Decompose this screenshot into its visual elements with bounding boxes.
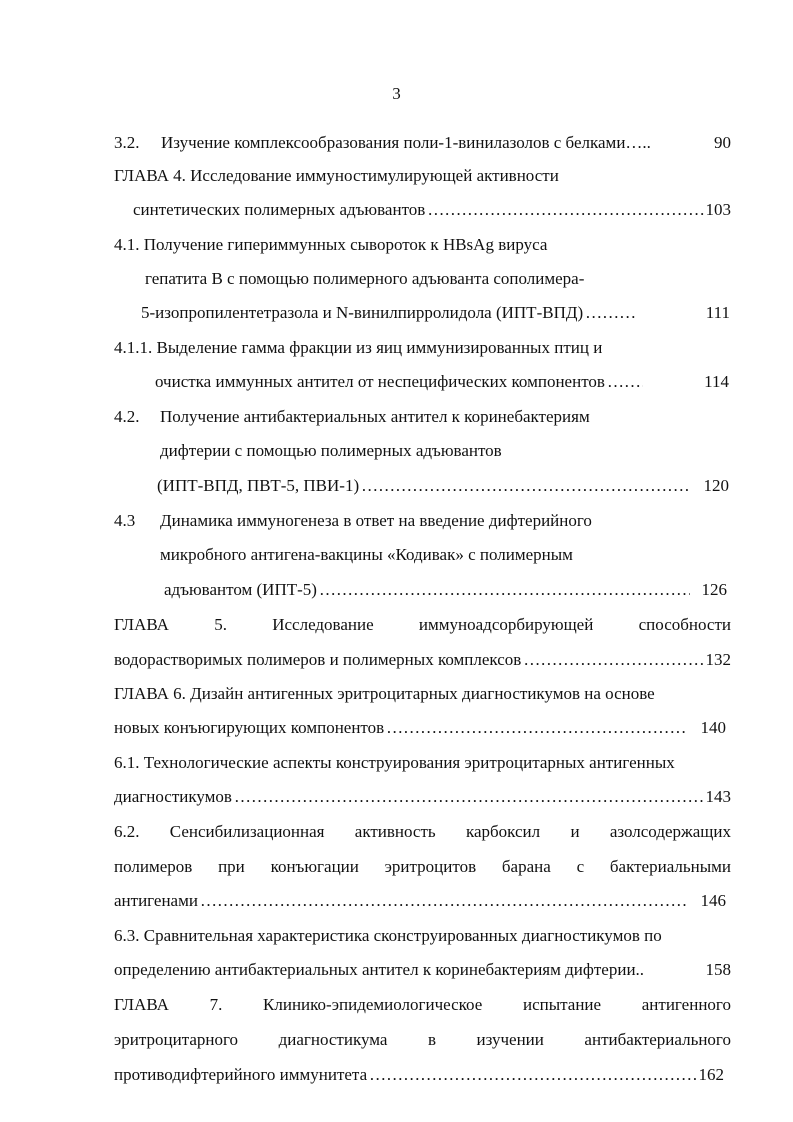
- word: азолсодержащих: [609, 822, 731, 841]
- word: Клинико-эпидемиологическое: [263, 995, 483, 1014]
- word: 7.: [209, 995, 223, 1014]
- word: активность: [354, 822, 436, 841]
- entry-page: 103: [705, 200, 731, 219]
- toc-chapter-4: [133, 199, 731, 221]
- word: конъюгации: [270, 857, 359, 876]
- word: при: [218, 857, 245, 876]
- toc-entry-6-2-line2: [114, 856, 731, 878]
- toc-chapter-7-line2: [114, 1029, 731, 1051]
- word: в: [427, 1030, 436, 1049]
- leader-dots: [361, 475, 689, 497]
- entry-title: Получение антибактериальных антител к коринебактериям: [160, 407, 590, 426]
- entry-number: 4.3: [114, 511, 136, 530]
- toc-entry-4-2: [157, 475, 729, 497]
- word: изучении: [476, 1030, 544, 1049]
- entry-page: 140: [700, 718, 726, 737]
- entry-page: 158: [705, 960, 731, 979]
- leader-dots: [427, 199, 703, 221]
- toc-chapter-5: [114, 649, 731, 671]
- word: карбоксил: [465, 822, 541, 841]
- toc-entry-4-1-1: [155, 371, 729, 393]
- toc-entry-6-2: [114, 890, 726, 912]
- entry-title: диагностикумов: [114, 787, 232, 806]
- entry-number: 4.2.: [114, 407, 140, 426]
- entry-title: антигенами: [114, 891, 198, 910]
- entry-page: 114: [704, 372, 729, 391]
- word: с: [576, 857, 585, 876]
- toc-entry-6-2-title: [114, 821, 731, 843]
- word: диагностикума: [278, 1030, 388, 1049]
- toc-entry-6-3-title: 6.3. Сравнительная характеристика сконструированных диагностикумов по: [114, 926, 662, 945]
- word: барана: [501, 857, 551, 876]
- toc-entry-4-1-title: 4.1. Получение гипериммунных сывороток к HBsAg вируса: [114, 235, 548, 254]
- entry-title: Динамика иммуногенеза в ответ на введение дифтерийного: [160, 511, 592, 530]
- leader-dots: [585, 302, 635, 324]
- leader-dots: [369, 1064, 696, 1086]
- word: Сенсибилизационная: [169, 822, 325, 841]
- word: эритроцитарного: [114, 1030, 239, 1049]
- word: эритроцитов: [384, 857, 477, 876]
- entry-page: 146: [700, 891, 726, 910]
- entry-title: очистка иммунных антител от неспецифических компонентов: [155, 372, 605, 391]
- toc-entry-4-3-line2: микробного антигена-вакцины «Кодивак» с полимерным: [160, 545, 573, 564]
- entry-title: синтетических полимерных адъювантов: [133, 200, 426, 219]
- entry-title: адъювантом (ИПТ-5): [164, 580, 317, 599]
- toc-entry-4-3: [164, 579, 727, 601]
- entry-title: (ИПТ-ВПД, ПВТ-5, ПВИ-1): [157, 476, 360, 495]
- toc-entry-4-1: [141, 302, 730, 324]
- toc-entry-4-2-line2: дифтерии с помощью полимерных адъювантов: [160, 441, 502, 460]
- page-number: 3: [392, 84, 401, 103]
- toc-entry-6-3: [114, 959, 731, 981]
- toc-chapter-6: [114, 717, 726, 739]
- entry-title: 5-изопропилентетразола и N-винилпирролидола (ИПТ-ВПД): [141, 303, 584, 322]
- word: способности: [638, 615, 731, 634]
- entry-title: новых конъюгирующих компонентов: [114, 718, 385, 737]
- toc-entry-4-1-1-title: 4.1.1. Выделение гамма фракции из яиц иммунизированных птиц и: [114, 338, 603, 357]
- toc-entry-6-1-title: 6.1. Технологические аспекты конструирования эритроцитарных антигенных: [114, 753, 675, 772]
- toc-chapter-7-title: [114, 994, 731, 1016]
- entry-page: 143: [705, 787, 731, 806]
- toc-entry-6-1: [114, 786, 731, 808]
- leader-dots: [523, 649, 703, 671]
- leader-dots: [200, 890, 689, 912]
- word: ГЛАВА: [114, 615, 169, 634]
- word: 6.2.: [114, 822, 140, 841]
- leader-dots: [234, 786, 704, 808]
- leader-dots: [386, 717, 686, 739]
- entry-page: 120: [703, 476, 729, 495]
- toc-chapter-7: [114, 1064, 724, 1086]
- entry-page: 126: [701, 580, 727, 599]
- word: Исследование: [272, 615, 374, 634]
- toc-chapter-5-title: [114, 614, 731, 636]
- entry-title: противодифтерийного иммунитета: [114, 1065, 368, 1084]
- word: иммуноадсорбирующей: [418, 615, 594, 634]
- entry-page: 90: [714, 133, 731, 152]
- entry-title: определению антибактериальных антител к коринебактериям дифтерии..: [114, 960, 645, 979]
- word: антигенного: [641, 995, 731, 1014]
- word: ГЛАВА: [114, 995, 169, 1014]
- entry-page: 162: [698, 1065, 724, 1084]
- toc-entry-4-2-title: [114, 406, 731, 428]
- toc-entry-4-3-title: [114, 510, 731, 532]
- word: полимеров: [114, 857, 193, 876]
- entry-title: водорастворимых полимеров и полимерных комплексов: [114, 650, 522, 669]
- entry-number: 3.2.: [114, 133, 140, 152]
- word: антибактериального: [584, 1030, 731, 1049]
- word: бактериальными: [609, 857, 731, 876]
- word: испытание: [522, 995, 602, 1014]
- entry-title: Изучение комплексообразования поли-1-винилазолов с белками…..: [161, 133, 651, 152]
- word: и: [570, 822, 580, 841]
- toc-chapter-4-title: ГЛАВА 4. Исследование иммуностимулирующей активности: [114, 166, 559, 185]
- toc-chapter-6-title: ГЛАВА 6. Дизайн антигенных эритроцитарных диагностикумов на основе: [114, 684, 655, 703]
- toc-entry-3-2: [114, 132, 731, 154]
- leader-dots: [319, 579, 690, 601]
- entry-page: 111: [705, 303, 730, 322]
- toc-entry-4-1-line2: гепатита В с помощью полимерного адъюванта сополимера-: [145, 269, 585, 288]
- entry-page: 132: [705, 650, 731, 669]
- leader-dots: [607, 371, 643, 393]
- word: 5.: [214, 615, 227, 634]
